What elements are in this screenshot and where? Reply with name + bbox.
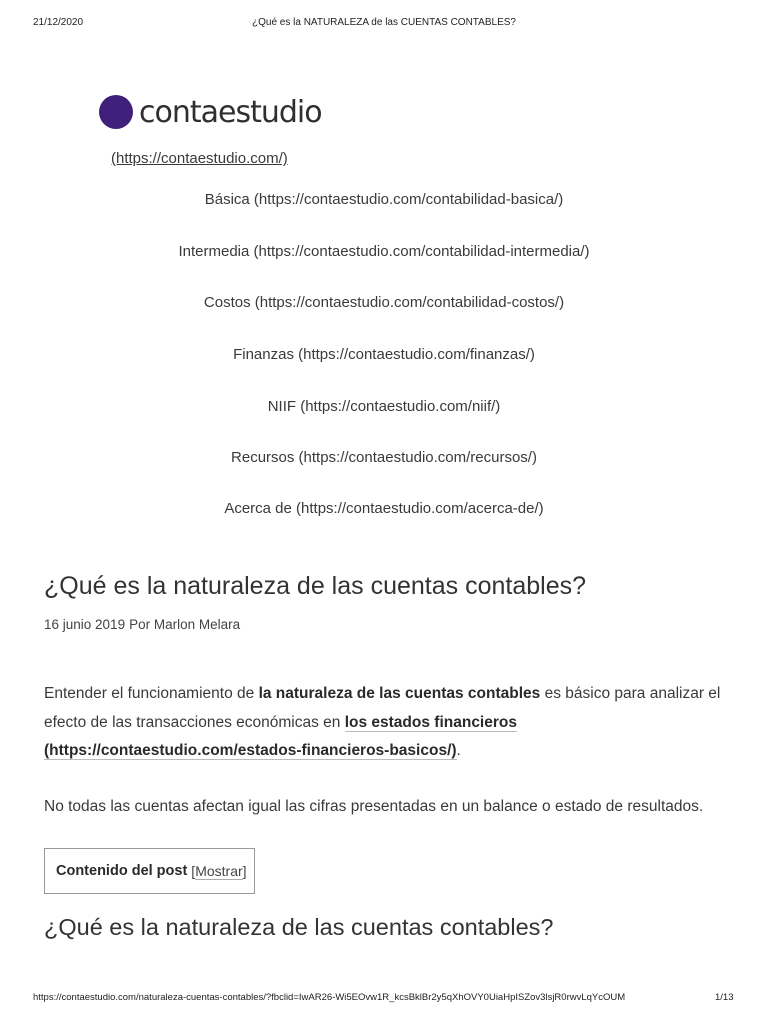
logo-link[interactable]: (https://contaestudio.com/) <box>111 150 288 167</box>
print-url: https://contaestudio.com/naturaleza-cuentas-contables/?fbclid=IwAR26-Wi5EOvw1R_kcsBklBr2y5qXhOVY0UiaHpISZov3lsjR0rwvLqYcOUM <box>33 992 626 1003</box>
intro-paragraph <box>44 680 734 766</box>
intro-bold-term: la naturaleza de las cuentas contables <box>258 685 541 702</box>
nav-item-basica[interactable]: Básica (https://contaestudio.com/contabilidad-basica/) <box>204 191 564 208</box>
print-title: ¿Qué es la NATURALEZA de las CUENTAS CONTABLES? <box>252 17 516 28</box>
post-meta <box>44 617 240 632</box>
print-date: 21/12/2020 <box>33 17 84 28</box>
post-author[interactable]: Por Marlon Melara <box>129 617 241 632</box>
nav-item-niif[interactable]: NIIF (https://contaestudio.com/niif/) <box>267 398 501 415</box>
nav-item-acerca-de[interactable]: Acerca de (https://contaestudio.com/acerca-de/) <box>224 500 544 517</box>
section-title: ¿Qué es la naturaleza de las cuentas contables? <box>44 914 554 940</box>
estados-financieros-link[interactable]: los estados financieros (https://contaestudio.com/estados-financieros-basicos/) <box>44 713 517 759</box>
logo-text: contaestudio <box>139 94 322 130</box>
logo-circle-icon <box>99 95 133 129</box>
site-logo[interactable] <box>99 93 322 131</box>
toc-toggle[interactable] <box>191 863 246 879</box>
second-paragraph: No todas las cuentas afectan igual las cifras presentadas en un balance o estado de resultados. <box>44 798 704 815</box>
nav-item-intermedia[interactable]: Intermedia (https://contaestudio.com/contabilidad-intermedia/) <box>178 243 590 260</box>
intro-text-2: es básico para analizar el efecto de las transacciones económicas en <box>44 685 721 731</box>
toc-label: Contenido del post <box>56 863 188 879</box>
post-title: ¿Qué es la naturaleza de las cuentas contables? <box>44 572 587 600</box>
nav-item-finanzas[interactable]: Finanzas (https://contaestudio.com/finanzas/) <box>233 346 535 363</box>
intro-text-end: . <box>456 742 461 759</box>
toc-bracket-close: ] <box>242 863 247 879</box>
toc-show-button[interactable]: Mostrar <box>195 863 243 879</box>
toc-bracket-open: [ <box>191 863 196 879</box>
print-header <box>0 17 768 33</box>
print-page-number: 1/13 <box>715 992 734 1003</box>
nav-item-costos[interactable]: Costos (https://contaestudio.com/contabilidad-costos/) <box>203 294 565 311</box>
nav-item-recursos[interactable]: Recursos (https://contaestudio.com/recursos/) <box>231 449 537 466</box>
intro-text-1: Entender el funcionamiento de <box>44 685 259 702</box>
post-date: 16 junio 2019 <box>44 617 126 632</box>
table-of-contents <box>44 848 255 894</box>
